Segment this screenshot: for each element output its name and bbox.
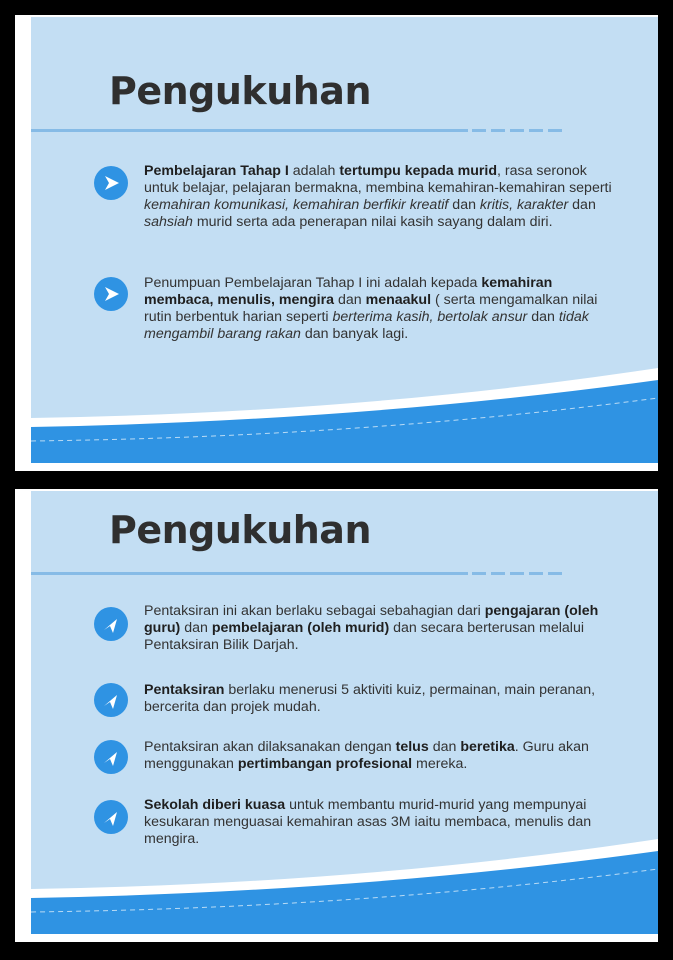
italic-text: kemahiran komunikasi, kemahiran berfikir kreatif xyxy=(144,197,449,213)
item-text xyxy=(144,603,624,654)
bold-text: tertumpu kepada murid xyxy=(339,163,497,179)
slide-2-panel xyxy=(31,491,658,934)
bold-text: pengajaran (oleh guru) xyxy=(144,603,599,636)
text-run: dan xyxy=(527,309,559,325)
navigation-arrow-icon xyxy=(94,683,128,717)
rule-dash xyxy=(510,129,524,132)
slide-1-panel xyxy=(31,17,658,463)
bold-text: menaakul xyxy=(365,292,432,308)
text-run: dan xyxy=(180,620,212,636)
bold-text: telus xyxy=(395,739,429,755)
rule-dash xyxy=(472,129,486,132)
text-run: berlaku menerusi 5 aktiviti kuiz, permainan, main peranan, bercerita dan projek mudah. xyxy=(144,682,596,715)
rule-dash xyxy=(529,129,543,132)
rule-dash xyxy=(529,572,543,575)
slide-title: Pengukuhan xyxy=(109,69,372,113)
italic-text: berterima kasih, bertolak ansur xyxy=(332,309,528,325)
rule-dash xyxy=(548,572,562,575)
text-run: untuk membantu murid-murid yang mempunyai kesukaran menguasai kemahiran asas 3M iaitu membaca, menulis dan mengira. xyxy=(144,797,592,847)
text-run: murid serta ada penerapan nilai kasih sayang dalam diri. xyxy=(192,214,553,230)
title-rule xyxy=(31,129,468,132)
text-run: Pentaksiran akan dilaksanakan dengan xyxy=(144,739,396,755)
bold-text: Pembelajaran Tahap I xyxy=(144,163,289,179)
text-run: dan secara berterusan melalui Pentaksiran Bilik Darjah. xyxy=(144,620,584,653)
text-run: dan xyxy=(448,197,480,213)
text-run: dan xyxy=(334,292,366,308)
text-run: dan banyak lagi. xyxy=(300,326,409,342)
wave-decoration xyxy=(31,834,658,934)
italic-text: kritis, karakter xyxy=(479,197,569,213)
navigation-arrow-icon xyxy=(94,607,128,641)
rule-dash xyxy=(491,572,505,575)
bold-text: Pentaksiran xyxy=(144,682,225,698)
bold-text: pertimbangan profesional xyxy=(237,756,413,772)
wave-decoration xyxy=(31,363,658,463)
slide-1 xyxy=(15,15,658,471)
text-run: dan xyxy=(428,739,461,755)
item-text xyxy=(144,682,624,716)
rule-dash xyxy=(491,129,505,132)
rule-dash xyxy=(472,572,486,575)
slide-title: Pengukuhan xyxy=(109,508,372,552)
bold-text: pembelajaran (oleh murid) xyxy=(211,620,390,636)
text-run: adalah xyxy=(288,163,340,179)
item-text xyxy=(144,739,624,773)
bold-text: kemahiran membaca, menulis, mengira xyxy=(144,275,553,308)
rule-dash xyxy=(510,572,524,575)
text-run: dan xyxy=(568,197,596,213)
text-run: mereka. xyxy=(412,756,468,772)
title-rule xyxy=(31,572,468,575)
text-run: Penumpuan Pembelajaran Tahap I ini adalah kepada xyxy=(144,275,482,291)
text-run: ( serta mengamalkan nilai rutin berbentuk harian seperti xyxy=(144,292,598,325)
text-run: , rasa seronok untuk belajar, pelajaran bermakna, membina kemahiran-kemahiran seperti xyxy=(144,163,612,196)
slide-2 xyxy=(15,489,658,942)
italic-text: sahsiah xyxy=(144,214,193,230)
bold-text: Sekolah diberi kuasa xyxy=(144,797,286,813)
rule-dash xyxy=(548,129,562,132)
navigation-arrow-icon xyxy=(94,800,128,834)
navigation-arrow-icon xyxy=(94,740,128,774)
item-text xyxy=(144,163,624,231)
italic-text: tidak mengambil barang rakan xyxy=(144,309,589,342)
arrow-bullet-icon xyxy=(94,166,128,200)
text-run: . Guru akan menggunakan xyxy=(144,739,589,772)
bold-text: beretika xyxy=(460,739,515,755)
text-run: Pentaksiran ini akan berlaku sebagai sebahagian dari xyxy=(144,603,485,619)
arrow-bullet-icon xyxy=(94,277,128,311)
item-text xyxy=(144,275,624,343)
